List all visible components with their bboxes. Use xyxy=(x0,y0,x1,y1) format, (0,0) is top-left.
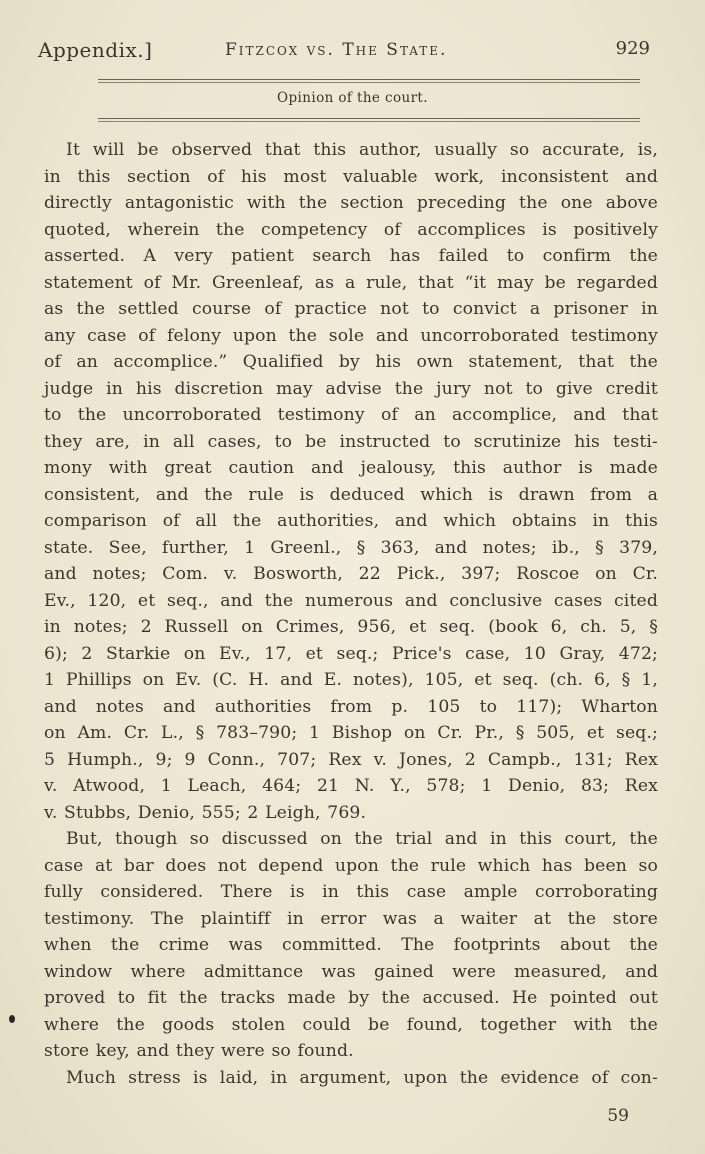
text-line: comparison of all the authorities, and which obtains in this xyxy=(44,511,658,531)
text-line: fully considered. There is in this case ample corroborating xyxy=(44,882,658,902)
text-line: judge in his discretion may advise the jury not to give credit xyxy=(44,378,658,399)
text-line: as the settled course of practice not to convict a prisoner in xyxy=(44,299,658,319)
text-line: directly antagonistic with the section preceding the one above xyxy=(44,193,658,213)
text-line: quoted, wherein the competency of accomplices is positively xyxy=(44,219,658,240)
text-line: statement of Mr. Greenleaf, as a rule, that “it may be regarded xyxy=(44,272,658,293)
section-subheading: Opinion of the court. xyxy=(277,90,428,106)
text-line: in this section of his most valuable work, inconsistent and xyxy=(44,166,658,187)
text-line: where the goods stolen could be found, together with the xyxy=(44,1014,658,1035)
text-line: 1 Phillips on Ev. (C. H. and E. notes), 105, et seq. (ch. 6, § 1, xyxy=(44,670,658,690)
text-line: window where admittance was gained were measured, and xyxy=(44,961,658,982)
text-line: v. Stubbs, Denio, 555; 2 Leigh, 769. xyxy=(44,802,367,823)
opinion-body-text xyxy=(44,137,658,1091)
subheading-rule-double xyxy=(98,121,640,122)
running-head-left: Appendix.] xyxy=(38,38,153,62)
text-line: they are, in all cases, to be instructed to scrutinize his testi- xyxy=(44,431,658,452)
text-line: in notes; 2 Russell on Crimes, 956, et seq. (book 6, ch. 5, § xyxy=(44,617,658,637)
running-head-title: Fitzcox vs. The State. xyxy=(225,40,448,60)
text-line: Ev., 120, et seq., and the numerous and conclusive cases cited xyxy=(44,590,658,611)
margin-ink-mark xyxy=(9,1015,15,1023)
text-line: to the uncorroborated testimony of an accomplice, and that xyxy=(44,405,658,425)
text-line: 6); 2 Starkie on Ev., 17, et seq.; Price's case, 10 Gray, 472; xyxy=(44,643,658,664)
text-line: It will be observed that this author, usually so accurate, is, xyxy=(66,140,658,160)
text-line: of an accomplice.” Qualified by his own statement, that the xyxy=(44,352,658,372)
text-line: testimony. The plaintiff in error was a waiter at the store xyxy=(44,908,658,929)
text-line: state. See, further, 1 Greenl., § 363, and notes; ib., § 379, xyxy=(44,537,658,558)
text-line: and notes and authorities from p. 105 to 117); Wharton xyxy=(44,696,658,717)
signature-mark: 59 xyxy=(607,1106,629,1126)
text-line: and notes; Com. v. Bosworth, 22 Pick., 397; Roscoe on Cr. xyxy=(44,564,658,584)
text-line: 5 Humph., 9; 9 Conn., 707; Rex v. Jones, 2 Campb., 131; Rex xyxy=(44,749,658,770)
text-line: when the crime was committed. The footprints about the xyxy=(44,935,658,955)
text-line: But, though so discussed on the trial and in this court, the xyxy=(66,829,658,849)
text-line: on Am. Cr. L., § 783–790; 1 Bishop on Cr. Pr., § 505, et seq.; xyxy=(44,723,658,743)
text-line: mony with great caution and jealousy, this author is made xyxy=(44,458,658,478)
text-line: case at bar does not depend upon the rule which has been so xyxy=(44,855,658,876)
header-rule-double xyxy=(98,82,640,83)
text-line: any case of felony upon the sole and uncorroborated testimony xyxy=(44,325,658,346)
text-line: v. Atwood, 1 Leach, 464; 21 N. Y., 578; 1 Denio, 83; Rex xyxy=(44,776,658,796)
running-head xyxy=(38,38,650,64)
subheading-rule xyxy=(98,118,640,119)
page-number: 929 xyxy=(615,38,650,59)
header-rule xyxy=(98,79,640,80)
text-line: consistent, and the rule is deduced which is drawn from a xyxy=(44,484,658,505)
text-line: store key, and they were so found. xyxy=(44,1041,354,1061)
text-line: asserted. A very patient search has failed to confirm the xyxy=(44,246,658,266)
text-line: proved to fit the tracks made by the accused. He pointed out xyxy=(44,988,658,1008)
text-line: Much stress is laid, in argument, upon the evidence of con- xyxy=(66,1067,658,1088)
